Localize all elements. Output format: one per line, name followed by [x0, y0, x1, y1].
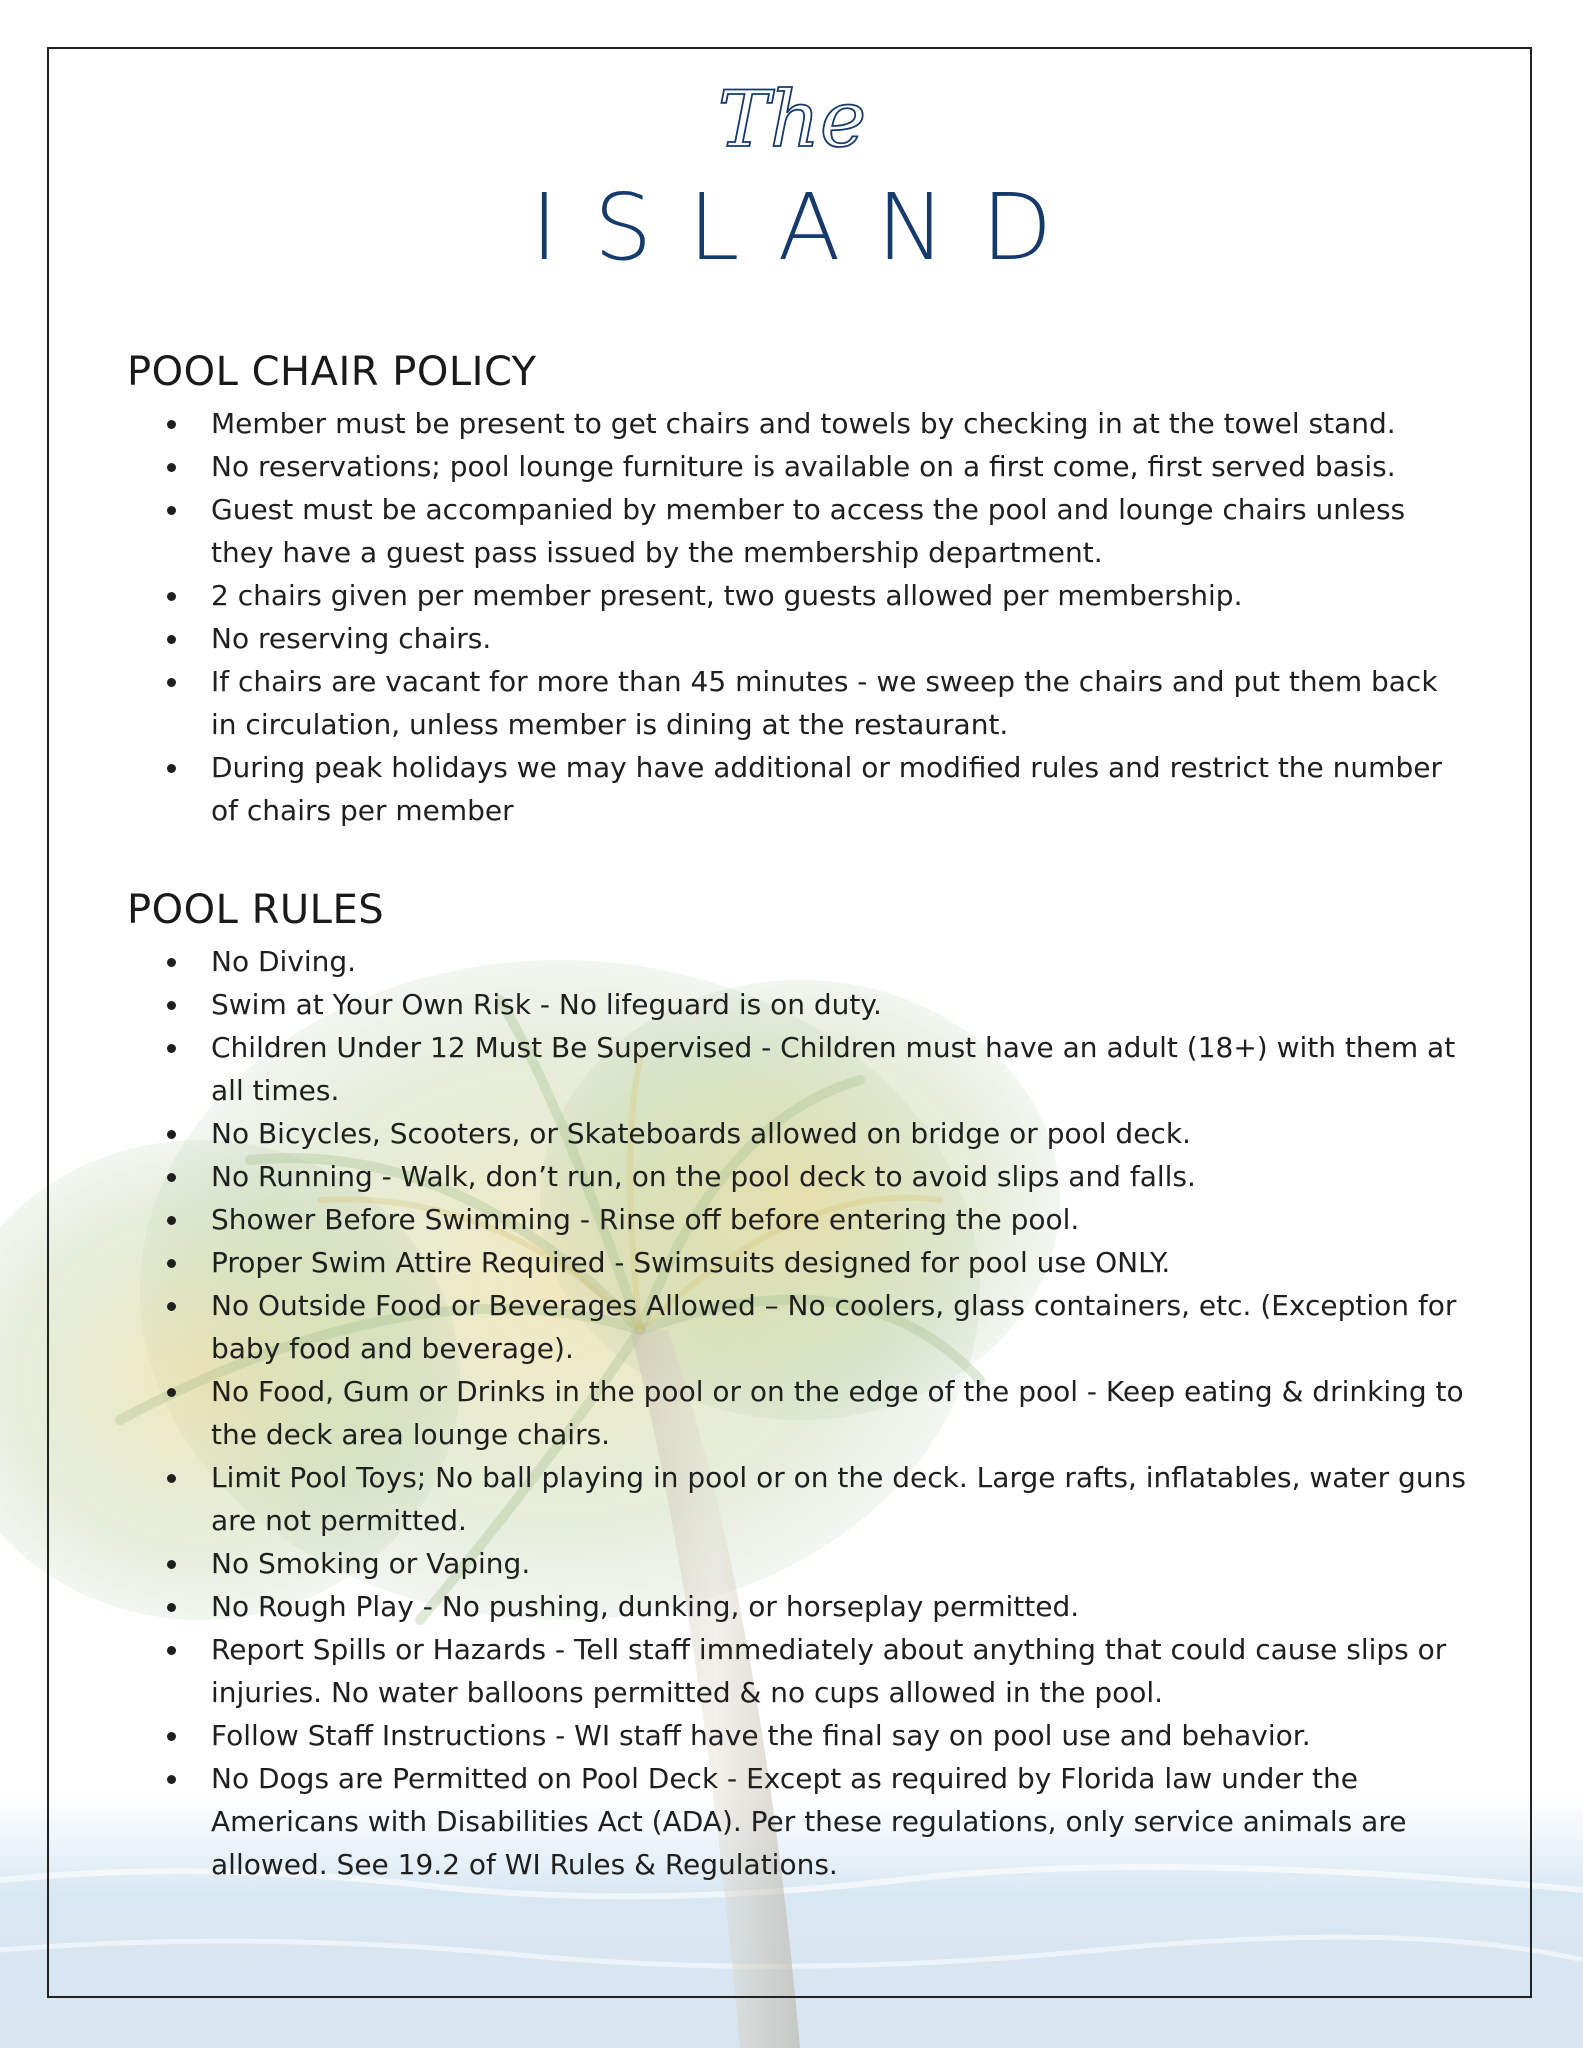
document-body: [127, 350, 1467, 1942]
list-item: During peak holidays we may have additional or modified rules and restrict the number of chairs per member: [211, 746, 1467, 832]
bullet-icon: [167, 678, 176, 687]
list-item: Limit Pool Toys; No ball playing in pool or on the deck. Large rafts, inflatables, water guns are not permitted.: [211, 1456, 1467, 1542]
list-item: 2 chairs given per member present, two guests allowed per membership.: [211, 574, 1467, 617]
list-item: No Diving.: [211, 940, 1467, 983]
list-item: No Smoking or Vaping.: [211, 1542, 1467, 1585]
bullet-icon: [167, 592, 176, 601]
section-title: POOL RULES: [127, 887, 385, 933]
bullet-icon: [167, 764, 176, 773]
list-item: If chairs are vacant for more than 45 minutes - we sweep the chairs and put them back in circulation, unless member is dining at the restaurant.: [211, 660, 1467, 746]
bullet-icon: [167, 1560, 176, 1569]
list-item: Follow Staff Instructions - WI staff have the final say on pool use and behavior.: [211, 1714, 1467, 1757]
list-item: Children Under 12 Must Be Supervised - Children must have an adult (18+) with them at all times.: [211, 1026, 1467, 1112]
bullet-icon: [167, 1044, 176, 1053]
list-item: No Running - Walk, don’t run, on the pool deck to avoid slips and falls.: [211, 1155, 1467, 1198]
svg-text:The: The: [717, 75, 866, 165]
list-item: No Food, Gum or Drinks in the pool or on the edge of the pool - Keep eating & drinking to the deck area lounge chairs.: [211, 1370, 1467, 1456]
list-item: Member must be present to get chairs and towels by checking in at the towel stand.: [211, 402, 1467, 445]
bullet-icon: [167, 1474, 176, 1483]
list-item: No Outside Food or Beverages Allowed – No coolers, glass containers, etc. (Exception for baby food and beverage).: [211, 1284, 1467, 1370]
list-item: Shower Before Swimming - Rinse off before entering the pool.: [211, 1198, 1467, 1241]
bullet-icon: [167, 1302, 176, 1311]
bullet-icon: [167, 958, 176, 967]
list-item: Guest must be accompanied by member to access the pool and lounge chairs unless they have a guest pass issued by the membership department.: [211, 488, 1467, 574]
list-item: No Rough Play - No pushing, dunking, or horseplay permitted.: [211, 1585, 1467, 1628]
logo: [0, 62, 1583, 281]
list-item: No Dogs are Permitted on Pool Deck - Except as required by Florida law under the Americans with Disabilities Act (ADA). Per these regulations, only service animals are allowed. See 19.2 of WI Rules & Regulations.: [211, 1757, 1467, 1886]
list-item: No reserving chairs.: [211, 617, 1467, 660]
bullet-icon: [167, 463, 176, 472]
logo-wordmark: ISLAND: [530, 174, 1089, 281]
bullet-icon: [167, 506, 176, 515]
rule-list: [127, 940, 1467, 1886]
bullet-icon: [167, 420, 176, 429]
bullet-icon: [167, 1259, 176, 1268]
bullet-icon: [167, 1732, 176, 1741]
bullet-icon: [167, 1173, 176, 1182]
bullet-icon: [167, 635, 176, 644]
bullet-icon: [167, 1603, 176, 1612]
section-title: POOL CHAIR POLICY: [127, 349, 537, 395]
list-item: No reservations; pool lounge furniture is available on a first come, first served basis.: [211, 445, 1467, 488]
bullet-icon: [167, 1646, 176, 1655]
pool-chair-policy-section: [127, 350, 1467, 832]
bullet-icon: [167, 1775, 176, 1784]
logo-script-word: [692, 62, 892, 172]
list-item: Swim at Your Own Risk - No lifeguard is on duty.: [211, 983, 1467, 1026]
bullet-icon: [167, 1388, 176, 1397]
rule-list: [127, 402, 1467, 832]
list-item: No Bicycles, Scooters, or Skateboards allowed on bridge or pool deck.: [211, 1112, 1467, 1155]
list-item: Proper Swim Attire Required - Swimsuits designed for pool use ONLY.: [211, 1241, 1467, 1284]
bullet-icon: [167, 1001, 176, 1010]
list-item: Report Spills or Hazards - Tell staff immediately about anything that could cause slips or injuries. No water balloons permitted & no cups allowed in the pool.: [211, 1628, 1467, 1714]
pool-rules-section: [127, 888, 1467, 1886]
bullet-icon: [167, 1216, 176, 1225]
bullet-icon: [167, 1130, 176, 1139]
